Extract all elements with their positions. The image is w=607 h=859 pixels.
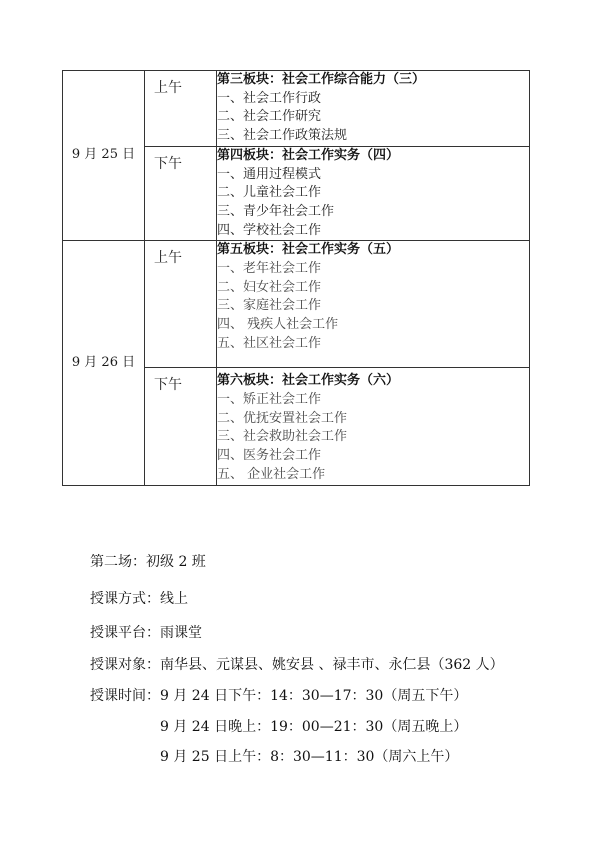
period-cell (145, 71, 217, 147)
session-title: 第二场：初级 2 班 (90, 554, 206, 570)
list-item: 三、社会救助社会工作 (217, 429, 348, 445)
module-title: 第五板块：社会工作实务（五） (217, 242, 400, 258)
teaching-time-row (90, 685, 467, 705)
teaching-platform: 授课平台：雨课堂 (90, 625, 202, 641)
content-cell (217, 241, 530, 368)
period-label: 下午 (154, 155, 182, 172)
period-label: 上午 (154, 250, 182, 267)
period-cell (145, 241, 217, 368)
list-item: 五、社区社会工作 (217, 335, 322, 351)
list-item: 三、家庭社会工作 (217, 298, 322, 314)
list-item: 二、优抚安置社会工作 (217, 410, 348, 426)
date-cell (63, 71, 145, 241)
schedule-table (62, 70, 530, 486)
period-label: 下午 (154, 377, 182, 394)
module-title: 第四板块：社会工作实务（四） (217, 147, 400, 163)
list-item: 二、社会工作研究 (217, 109, 322, 125)
content-cell (217, 71, 530, 147)
period-cell (145, 368, 217, 485)
date-cell (63, 241, 145, 485)
module-title: 第六板块：社会工作实务（六） (217, 373, 400, 389)
period-cell (145, 146, 217, 241)
list-item: 三、社会工作政策法规 (217, 128, 348, 144)
teaching-time-1: 9 月 24 日下午：14：30—17：30（周五下午） (160, 688, 468, 704)
list-item: 五、 企业社会工作 (217, 466, 326, 482)
content-cell (217, 146, 530, 241)
list-item: 一、社会工作行政 (217, 90, 322, 106)
table-row (63, 241, 530, 368)
module-title: 第三板块：社会工作综合能力（三） (217, 72, 426, 87)
date-label: 9 月 26 日 (71, 354, 136, 370)
list-item: 四、学校社会工作 (217, 222, 322, 238)
list-item: 二、妇女社会工作 (217, 279, 322, 295)
list-item: 四、 残疾人社会工作 (217, 317, 339, 333)
list-item: 二、儿童社会工作 (217, 185, 322, 201)
list-item: 一、矫正社会工作 (217, 392, 322, 408)
period-label: 上午 (154, 80, 182, 96)
list-item: 一、通用过程模式 (217, 166, 322, 182)
table-row (63, 71, 530, 147)
teaching-audience: 授课对象：南华县、元谋县、姚安县 、禄丰市、永仁县（362 人） (90, 657, 504, 673)
teaching-time-2: 9 月 24 日晚上：19：00—21：30（周五晚上） (160, 719, 468, 735)
teaching-time-label: 授课时间： (90, 688, 160, 704)
list-item: 三、青少年社会工作 (217, 203, 335, 219)
teaching-time-3: 9 月 25 日上午：8：30—11：30（周六上午） (160, 749, 459, 765)
list-item: 四、医务社会工作 (217, 448, 322, 464)
list-item: 一、老年社会工作 (217, 261, 322, 277)
date-label: 9 月 25 日 (71, 147, 136, 163)
teaching-mode: 授课方式：线上 (90, 591, 188, 607)
content-cell (217, 368, 530, 485)
